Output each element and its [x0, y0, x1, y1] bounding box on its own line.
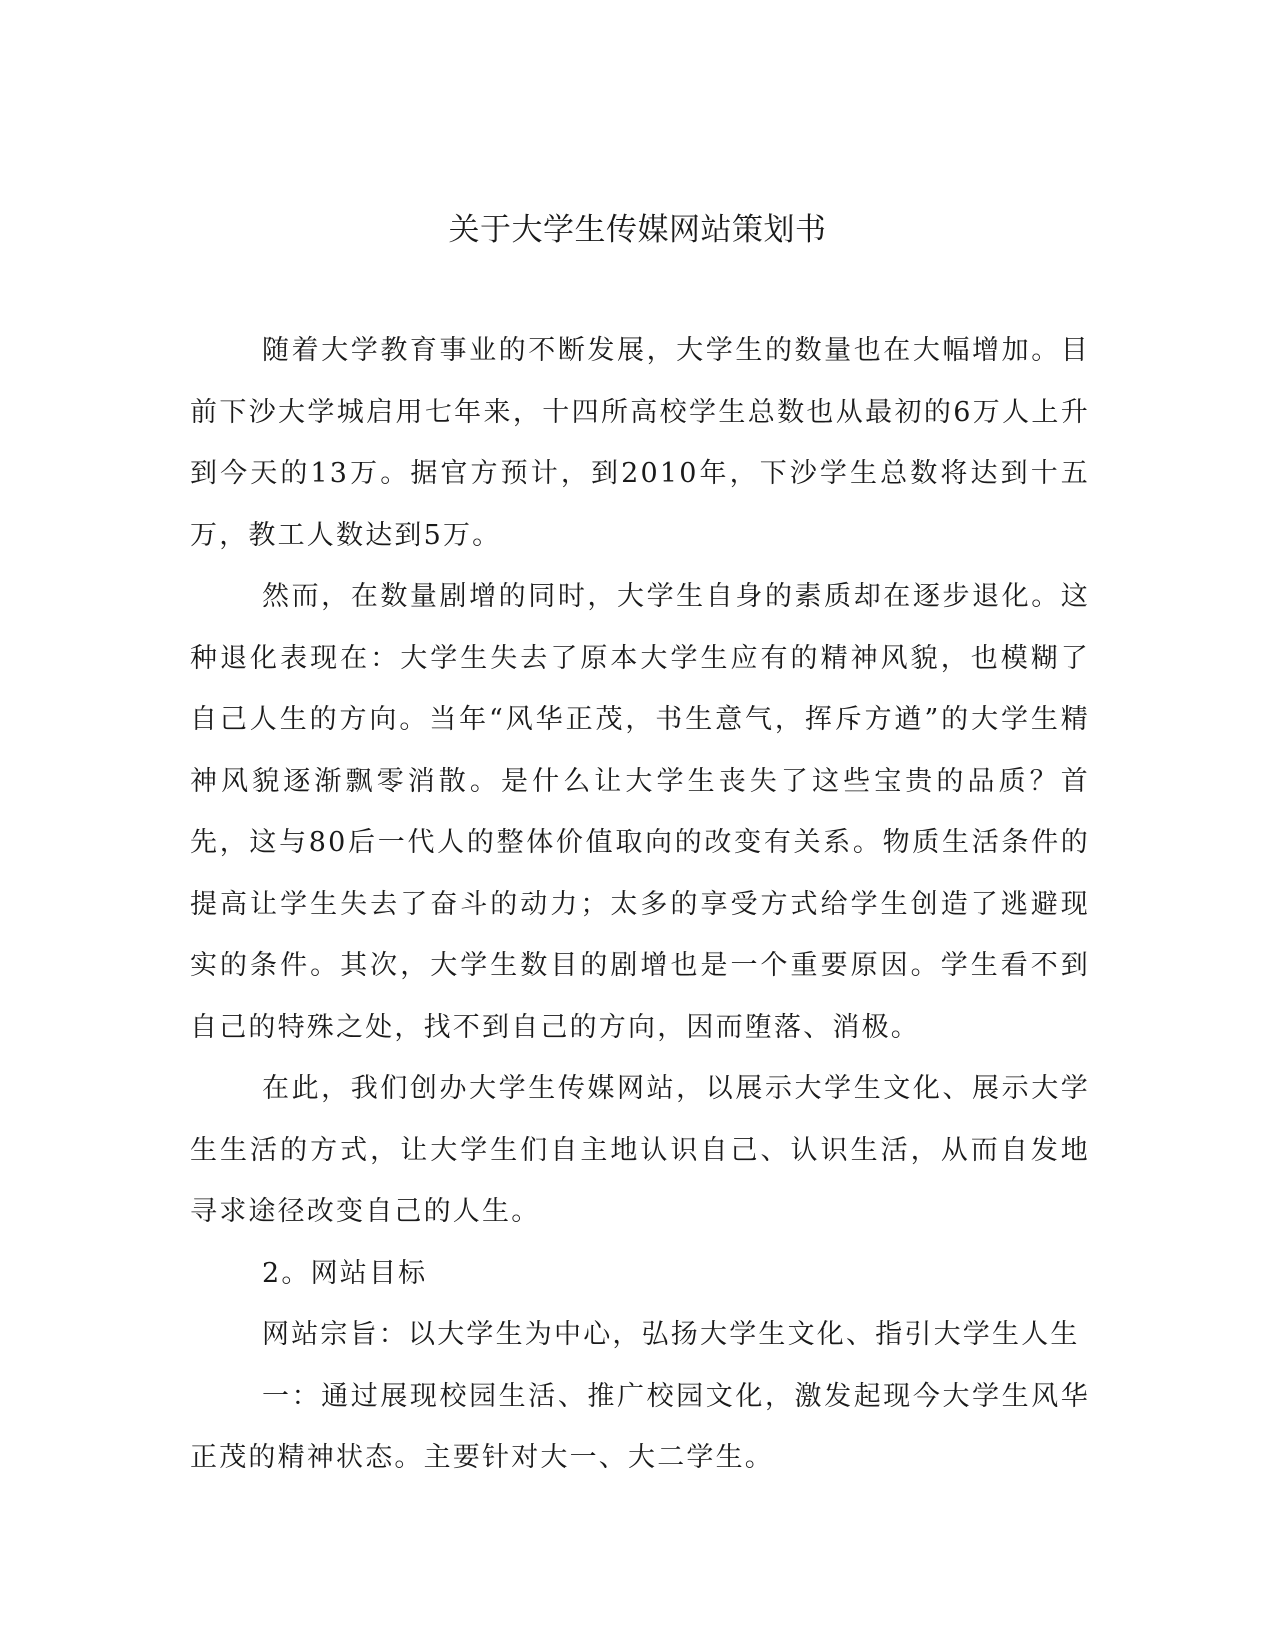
- paragraph-problem: 然而，在数量剧增的同时，大学生自身的素质却在逐步退化。这种退化表现在：大学生失去了原本大学生应有的精神风貌，也模糊了自己人生的方向。当年“风华正茂，书生意气，挥斥方遒”的大学生精神风貌逐渐飘零消散。是什么让大学生丧失了这些宝贵的品质？首先，这与80后一代人的整体价值取向的改变有关系。物质生活条件的提高让学生失去了奋斗的动力；太多的享受方式给学生创造了逃避现实的条件。其次，大学生数目的剧增也是一个重要原因。学生看不到自己的特殊之处，找不到自己的方向，因而堕落、消极。: [190, 581, 1090, 1043]
- document-body: [190, 320, 1090, 1489]
- paragraph-intro: 随着大学教育事业的不断发展，大学生的数量也在大幅增加。目前下沙大学城启用七年来，十四所高校学生总数也从最初的6万人上升到今天的13万。据官方预计，到2010年，下沙学生总数将达到十五万，教工人数达到5万。: [190, 335, 1090, 551]
- paragraph-purpose: 在此，我们创办大学生传媒网站，以展示大学生文化、展示大学生生活的方式，让大学生们自主地认识自己、认识生活，从而自发地寻求途径改变自己的人生。: [190, 1073, 1090, 1227]
- paragraph-mission: 网站宗旨：以大学生为中心，弘扬大学生文化、指引大学生人生: [262, 1319, 1080, 1350]
- section-heading-goals: 2。网站目标: [262, 1257, 428, 1289]
- paragraph-goal-one: 一：通过展现校园生活、推广校园文化，激发起现今大学生风华正茂的精神状态。主要针对大一、大二学生。: [190, 1380, 1090, 1473]
- document-title: 关于大学生传媒网站策划书: [448, 212, 827, 248]
